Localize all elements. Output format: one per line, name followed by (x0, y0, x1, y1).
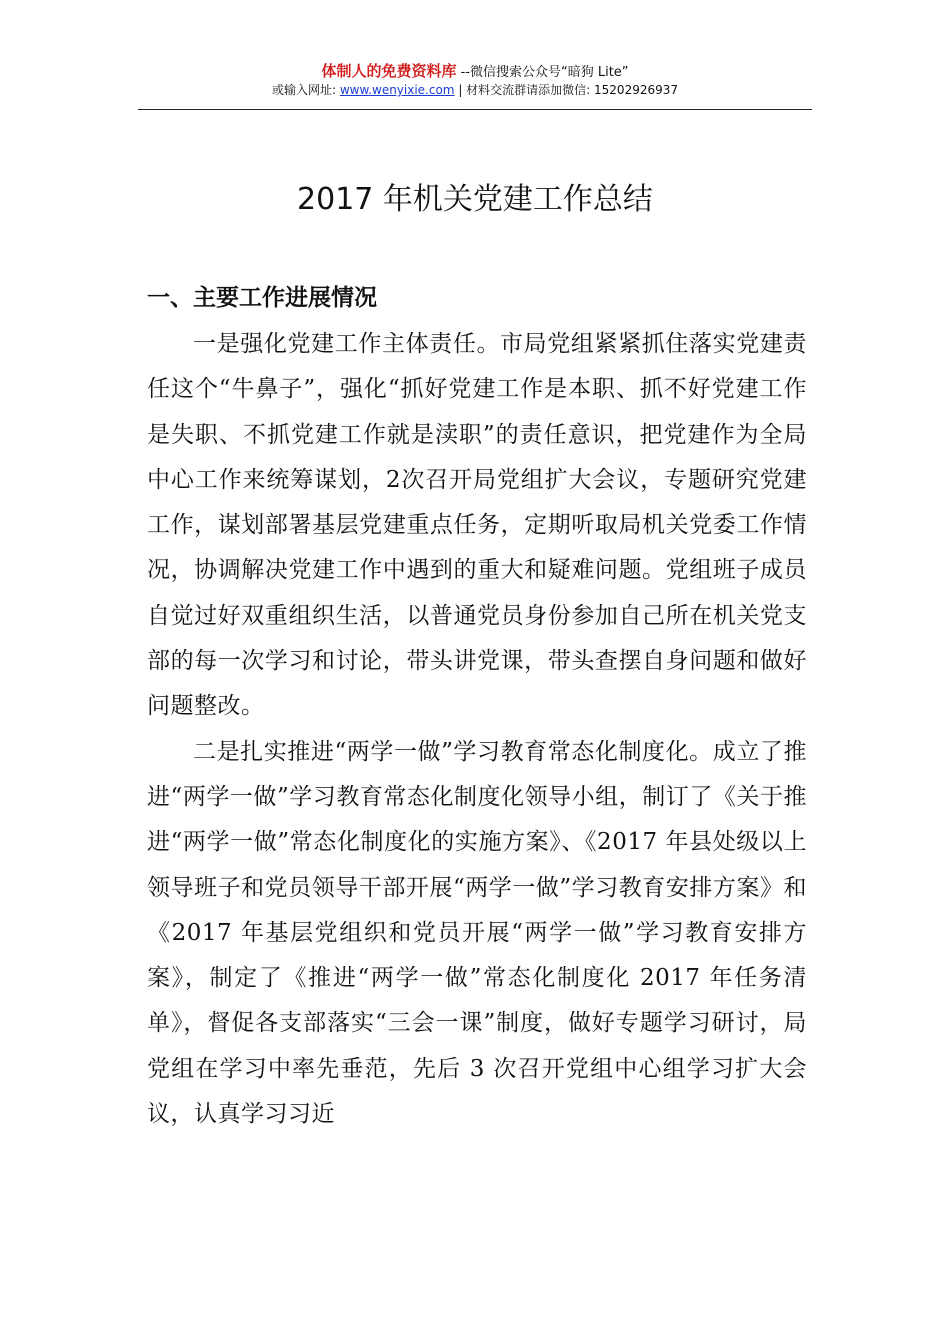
brand-name: 体制人的免费资料库 (321, 62, 457, 80)
contact-info: | 材料交流群请添加微信: 15202926937 (454, 83, 679, 97)
paragraph-1: 一是强化党建工作主体责任。市局党组紧紧抓住落实党建责任这个“牛鼻子”，强化“抓好党建工作是本职、抓不好党建工作是失职、不抓党建工作就是渎职”的责任意识，把党建作为全局中心工作来统筹谋划，2次召开局党组扩大会议，专题研究党建工作，谋划部署基层党建重点任务，定期听取局机关党委工作情况，协调解决党建工作中遇到的重大和疑难问题。党组班子成员自觉过好双重组织生活，以普通党员身份参加自己所在机关党支部的每一次学习和讨论，带头讲党课，带头查摆自身问题和做好问题整改。 (147, 331, 807, 720)
document-title: 2017 年机关党建工作总结 (297, 182, 653, 217)
header-tagline: --微信搜索公众号“暗狗 Lite” (456, 65, 629, 80)
section-heading: 一、主要工作进展情况 (147, 285, 377, 311)
website-link[interactable]: www.wenyixie.com (339, 83, 455, 97)
url-label: 或输入网址: (271, 83, 340, 97)
document-body (147, 322, 807, 1137)
header-divider (138, 109, 812, 110)
header-line-2 (138, 82, 812, 99)
page-header (138, 62, 812, 99)
header-line-1 (138, 62, 812, 82)
paragraph-2: 二是扎实推进“两学一做”学习教育常态化制度化。成立了推进“两学一做”学习教育常态化制度化领导小组，制订了《关于推进“两学一做”常态化制度化的实施方案》、《2017 年县处级以上领导班子和党员领导干部开展“两学一做”学习教育安排方案》和《2017 年基层党组织和党员开展“两学一做”学习教育安排方案》，制定了《推进“两学一做”常态化制度化 2017 年任务清单》，督促各支部落实“三会一课”制度，做好专题学习研讨，局党组在学习中率先垂范，先后 3 次召开党组中心组学习扩大会议，认真学习习近 (147, 738, 807, 1128)
